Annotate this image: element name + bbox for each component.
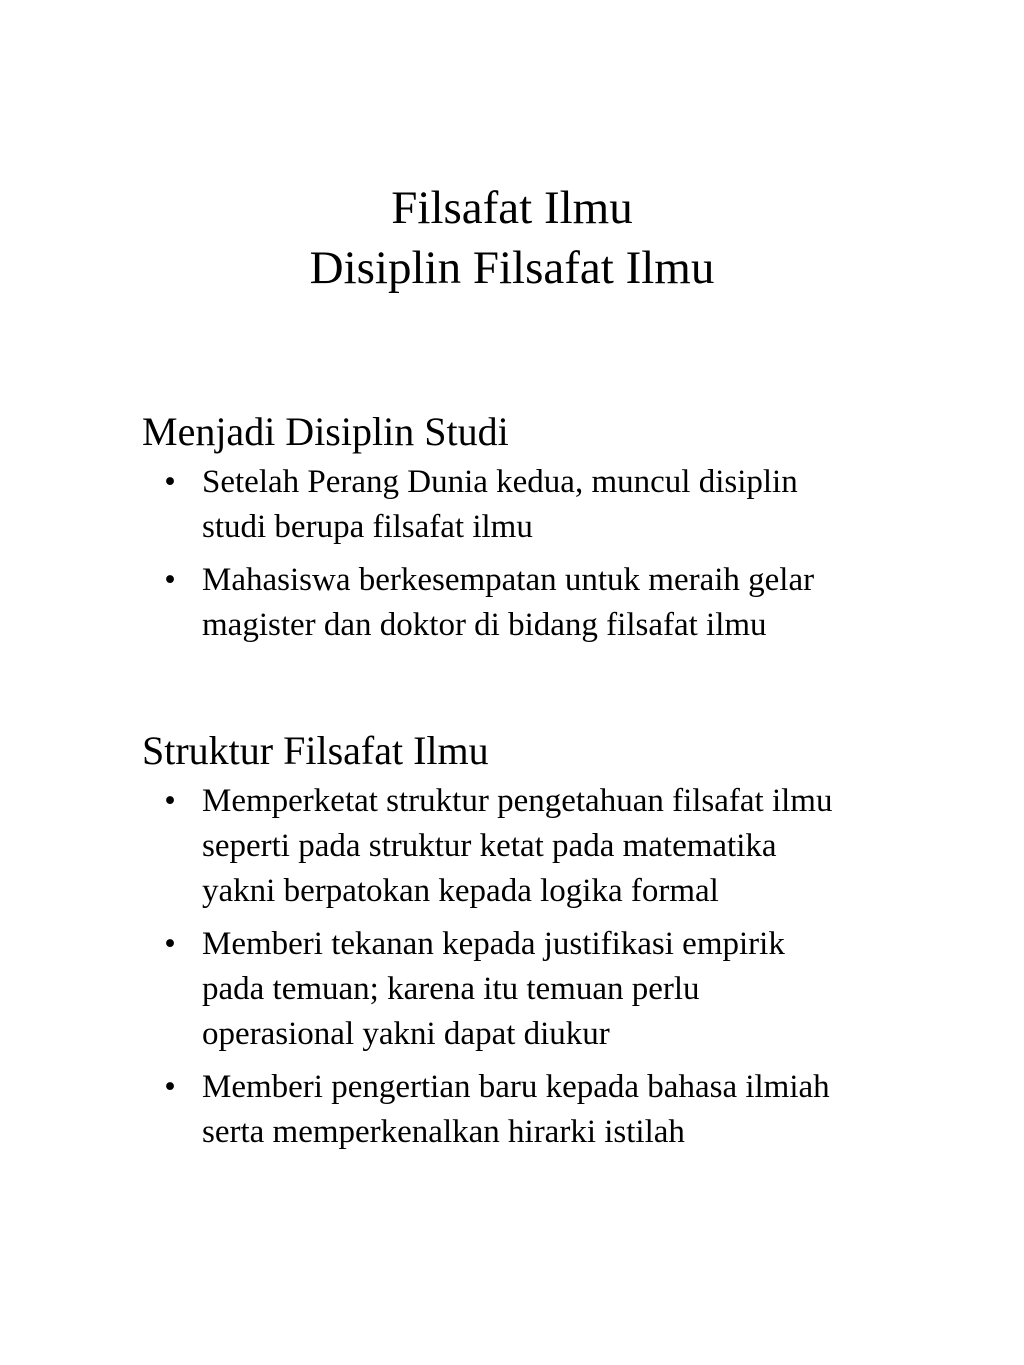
title-line-2: Disiplin Filsafat Ilmu (309, 242, 715, 294)
bullet-line: Setelah Perang Dunia kedua, muncul disiplin (202, 464, 798, 500)
bullet-icon: • (164, 1069, 176, 1105)
bullet-line: Memperketat struktur pengetahuan filsafat ilmu (202, 783, 833, 819)
title-line-1: Filsafat Ilmu (391, 182, 633, 234)
bullet-line: seperti pada struktur ketat pada matematika (202, 828, 777, 864)
bullet-line: studi berupa filsafat ilmu (202, 509, 533, 545)
bullet-item (142, 460, 962, 550)
bullet-item (142, 1065, 962, 1155)
section-heading: Struktur Filsafat Ilmu (142, 728, 489, 773)
bullet-line: yakni berpatokan kepada logika formal (202, 873, 719, 909)
bullet-icon: • (164, 464, 176, 500)
bullet-line: Memberi pengertian baru kepada bahasa ilmiah (202, 1069, 830, 1105)
bullet-item (142, 922, 962, 1057)
bullet-line: Memberi tekanan kepada justifikasi empirik (202, 926, 785, 962)
section-struktur-filsafat-ilmu (142, 727, 962, 1163)
bullet-line: operasional yakni dapat diukur (202, 1016, 610, 1052)
bullet-item (142, 558, 962, 648)
bullet-icon: • (164, 783, 176, 819)
bullet-item (142, 779, 962, 914)
slide-title (0, 178, 1024, 298)
bullet-line: serta memperkenalkan hirarki istilah (202, 1114, 685, 1150)
bullet-line: pada temuan; karena itu temuan perlu (202, 971, 700, 1007)
bullet-icon: • (164, 562, 176, 598)
bullet-line: magister dan doktor di bidang filsafat ilmu (202, 607, 767, 643)
bullet-icon: • (164, 926, 176, 962)
bullet-line: Mahasiswa berkesempatan untuk meraih gelar (202, 562, 815, 598)
section-heading: Menjadi Disiplin Studi (142, 409, 509, 454)
section-menjadi-disiplin-studi (142, 408, 962, 656)
